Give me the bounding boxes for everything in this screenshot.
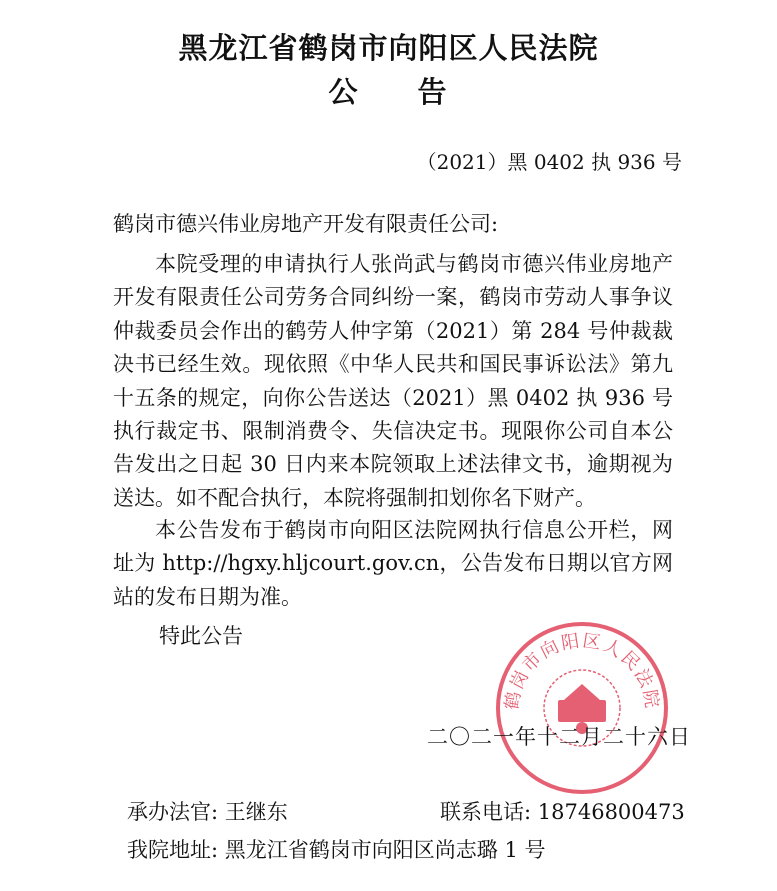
body-paragraph-1: 本院受理的申请执行人张尚武与鹤岗市德兴伟业房地产开发有限责任公司劳务合同纠纷一案，鹤岗市劳动人事争议仲裁委员会作出的鹤劳人仲字第（2021）第 284 号仲裁裁决书已经生效。现依照《中华人民共和国民事诉讼法》第九十五条的规定，向你公告送达（2021）黑 0402 执 936 号执行裁定书、限制消费令、失信决定书。现限你公司自本公告发出之日起 30 日内来本院领取上述法律文书，逾期视为送达。如不配合执行，本院将强制扣划你名下财产。 [113, 252, 673, 510]
court-name: 黑龙江省鹤岗市向阳区人民法院 [178, 31, 599, 65]
phone-line [440, 796, 685, 826]
document-type-title [0, 70, 777, 111]
phone-number: 18746800473 [537, 800, 685, 824]
phone-label: 联系电话: [440, 800, 532, 824]
judge-name: 王继东 [224, 800, 288, 824]
closing-remark: 特此公告 [159, 624, 243, 648]
seal-text: 鹤岗市向阳区人民法院 [501, 630, 663, 712]
judge-line [127, 796, 288, 826]
address-line [127, 834, 545, 864]
court-address: 黑龙江省鹤岗市向阳区尚志璐 1 号 [224, 838, 546, 862]
issue-date: 二〇二一年十二月二十六日 [427, 725, 691, 749]
judge-label: 承办法官: [127, 800, 219, 824]
document-number: （2021）黑 0402 执 936 号 [416, 150, 682, 174]
court-seal-stamp [494, 620, 670, 796]
address-label: 我院地址: [127, 838, 219, 862]
addressee: 鹤岗市德兴伟业房地产开发有限责任公司: [113, 212, 499, 236]
body-paragraph-2: 本公告发布于鹤岗市向阳区法院网执行信息公开栏，网址为 http://hgxy.hljcourt.gov.cn，公告发布日期以官方网站的发布日期为准。 [113, 518, 673, 609]
doc-type-char-2: 告 [417, 75, 449, 109]
doc-type-char-1: 公 [328, 75, 360, 109]
